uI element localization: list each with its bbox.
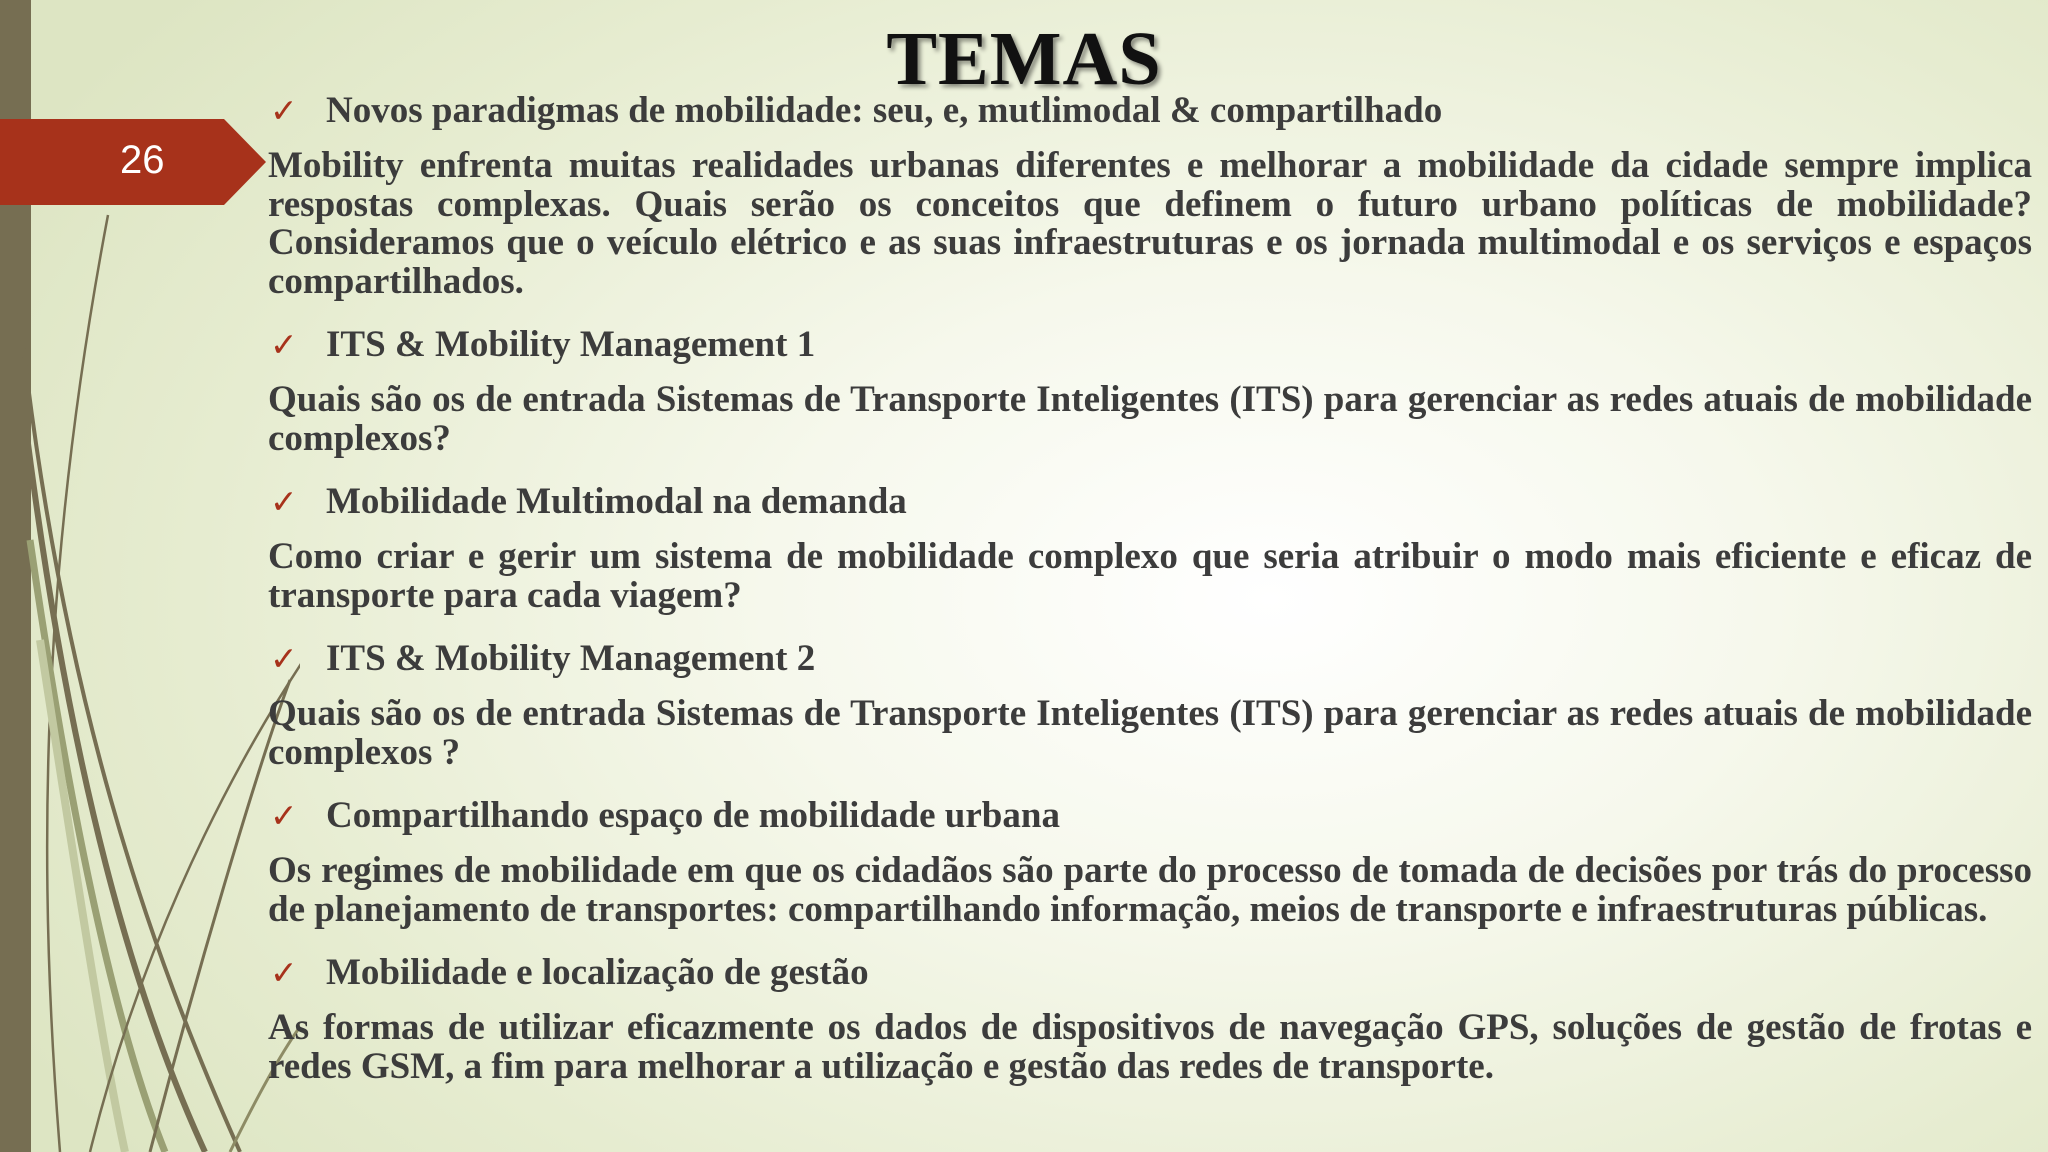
topic-description: Como criar e gerir um sistema de mobilidade complexo que seria atribuir o modo mais eficiente e eficaz de transporte para cada viagem? <box>268 536 2032 616</box>
topic-heading-text: Novos paradigmas de mobilidade: seu, e, mutlimodal & compartilhado <box>326 90 1443 131</box>
topic-heading-text: Compartilhando espaço de mobilidade urbana <box>326 795 1060 836</box>
topics-list <box>268 87 2032 1106</box>
topic-heading <box>268 635 2032 695</box>
checkmark-icon: ✓ <box>270 639 298 678</box>
checkmark-icon: ✓ <box>270 325 298 364</box>
topic-description: Mobility enfrenta muitas realidades urbanas diferentes e melhorar a mobilidade da cidade sempre implica respostas complexas. Quais serão os conceitos que definem o futuro urbano políticas de mobilidade? Consideramos que o veículo elétrico e as suas infraestruturas e os jornada multimodal e os serviços e espaços compartilhados. <box>268 145 2032 302</box>
checkmark-icon: ✓ <box>270 953 298 992</box>
topic-item <box>268 792 2032 929</box>
slide-title-text: TEMAS <box>886 17 1162 101</box>
topic-item <box>268 635 2032 772</box>
topic-description: Quais são os de entrada Sistemas de Transporte Inteligentes (ITS) para gerenciar as redes atuais de mobilidade complexos ? <box>268 693 2032 773</box>
checkmark-icon: ✓ <box>270 482 298 521</box>
topic-heading <box>268 87 2032 147</box>
topic-heading <box>268 321 2032 381</box>
topic-heading <box>268 792 2032 852</box>
topic-item <box>268 87 2032 301</box>
topic-heading-text: Mobilidade Multimodal na demanda <box>326 481 907 522</box>
topic-heading-text: Mobilidade e localização de gestão <box>326 952 869 993</box>
topic-item <box>268 949 2032 1086</box>
checkmark-icon: ✓ <box>270 91 298 130</box>
topic-heading-text: ITS & Mobility Management 2 <box>326 638 816 679</box>
page-number: 26 <box>120 138 165 182</box>
topic-heading-text: ITS & Mobility Management 1 <box>326 324 816 365</box>
topic-description: Quais são os de entrada Sistemas de Transporte Inteligentes (ITS) para gerenciar as redes atuais de mobilidade complexos? <box>268 379 2032 459</box>
topic-description: Os regimes de mobilidade em que os cidadãos são parte do processo de tomada de decisões por trás do processo de planejamento de transportes: compartilhando informação, meios de transporte e infraestruturas públicas. <box>268 850 2032 930</box>
topic-item <box>268 321 2032 458</box>
checkmark-icon: ✓ <box>270 796 298 835</box>
topic-description: As formas de utilizar eficazmente os dados de dispositivos de navegação GPS, soluções de gestão de frotas e redes GSM, a fim para melhorar a utilização e gestão das redes de transporte. <box>268 1007 2032 1087</box>
topic-item <box>268 478 2032 615</box>
topic-heading <box>268 478 2032 538</box>
topic-heading <box>268 949 2032 1009</box>
